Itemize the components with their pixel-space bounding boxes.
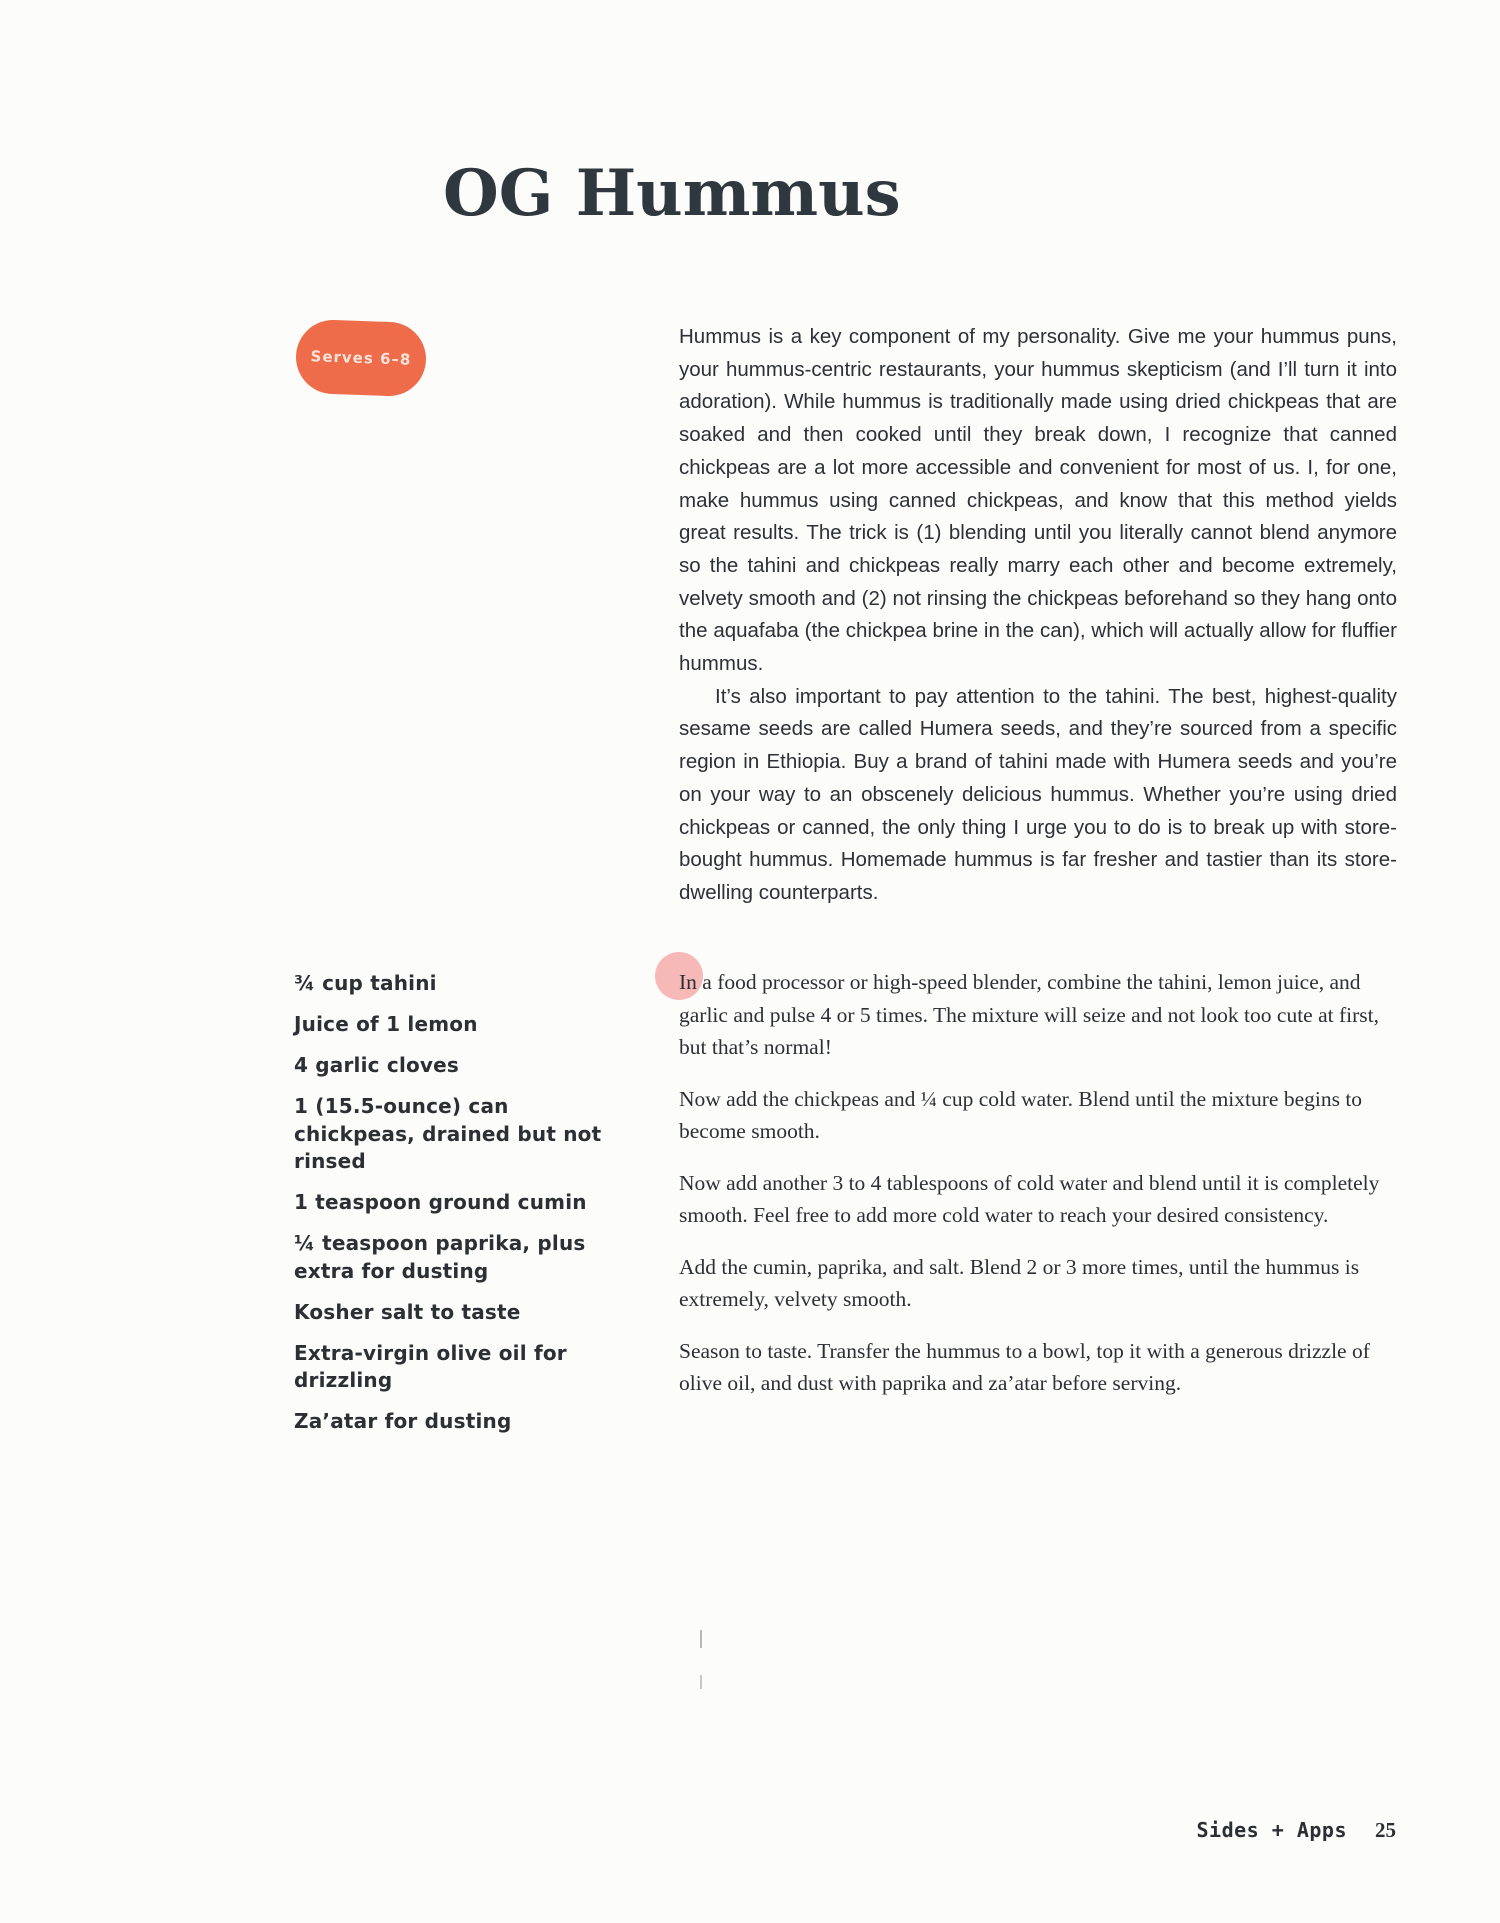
method-step: Now add the chickpeas and ¼ cup cold water. Blend until the mixture begins to become smooth. bbox=[679, 1086, 1363, 1143]
ingredient-list bbox=[294, 970, 624, 1449]
page-title: OG Hummus bbox=[443, 156, 901, 231]
page-number: 25 bbox=[1375, 1818, 1396, 1842]
page-footer bbox=[1197, 1818, 1397, 1843]
ingredient-item: ¼ teaspoon paprika, plus extra for dusting bbox=[294, 1231, 586, 1283]
intro-paragraph: Hummus is a key component of my personality. Give me your hummus puns, your hummus-centric restaurants, your hummus skepticism (and I’ll turn it into adoration). While hummus is traditionally made using dried chickpeas that are soaked and then cooked until they break down, I recognize that canned chickpeas are a lot more accessible and convenient for most of us. I, for one, make hummus using canned chickpeas, and know that this method yields great results. The trick is (1) blending until you literally cannot blend anymore so the tahini and chickpeas really marry each other and become extremely, velvety smooth and (2) not rinsing the chickpeas beforehand so they hang onto the aquafaba (the chickpea brine in the can), which will actually allow for fluffier hummus. bbox=[679, 325, 1397, 676]
scan-artifact bbox=[700, 1630, 702, 1648]
ingredient-item: ¾ cup tahini bbox=[294, 971, 437, 995]
method-step: Now add another 3 to 4 tablespoons of cold water and blend until it is completely smooth. Feel free to add more cold water to reach your desired consistency. bbox=[679, 1170, 1380, 1227]
scan-artifact bbox=[700, 1675, 702, 1689]
ingredient-item: 1 (15.5-ounce) can chickpeas, drained but not rinsed bbox=[294, 1094, 602, 1173]
ingredient-item: Juice of 1 lemon bbox=[294, 1012, 478, 1036]
ingredient-item: 1 teaspoon ground cumin bbox=[294, 1190, 587, 1214]
serves-label: Serves 6–8 bbox=[310, 347, 412, 369]
ingredient-item: Extra-virgin olive oil for drizzling bbox=[294, 1340, 567, 1392]
ingredient-item: Kosher salt to taste bbox=[294, 1299, 521, 1324]
method-step: In a food processor or high-speed blender, combine the tahini, lemon juice, and garlic and pulse 4 or 5 times. The mixture will seize and not look too cute at first, but that’s normal! bbox=[679, 970, 1379, 1059]
footer-section-title: Sides + Apps bbox=[1196, 1818, 1347, 1842]
method-step: Season to taste. Transfer the hummus to a bowl, top it with a generous drizzle of olive oil, and dust with paprika and za’atar before serving. bbox=[679, 1338, 1370, 1395]
ingredient-item: Za’atar for dusting bbox=[294, 1409, 512, 1433]
ingredient-item: 4 garlic cloves bbox=[294, 1053, 460, 1077]
method-step: Add the cumin, paprika, and salt. Blend 2 or 3 more times, until the hummus is extremely, velvety smooth. bbox=[679, 1254, 1360, 1311]
method-steps bbox=[679, 966, 1399, 1419]
intro-paragraph: It’s also important to pay attention to the tahini. The best, highest-quality sesame seeds are called Humera seeds, and they’re sourced from a specific region in Ethiopia. Buy a brand of tahini made with Humera seeds and you’re on your way to an obscenely delicious hummus. Whether you’re using dried chickpeas or canned, the only thing I urge you to do is to break up with store-bought hummus. Homemade hummus is far fresher and tastier than its store-dwelling counterparts. bbox=[679, 684, 1397, 904]
serves-badge bbox=[295, 319, 428, 397]
intro-text bbox=[679, 321, 1397, 910]
